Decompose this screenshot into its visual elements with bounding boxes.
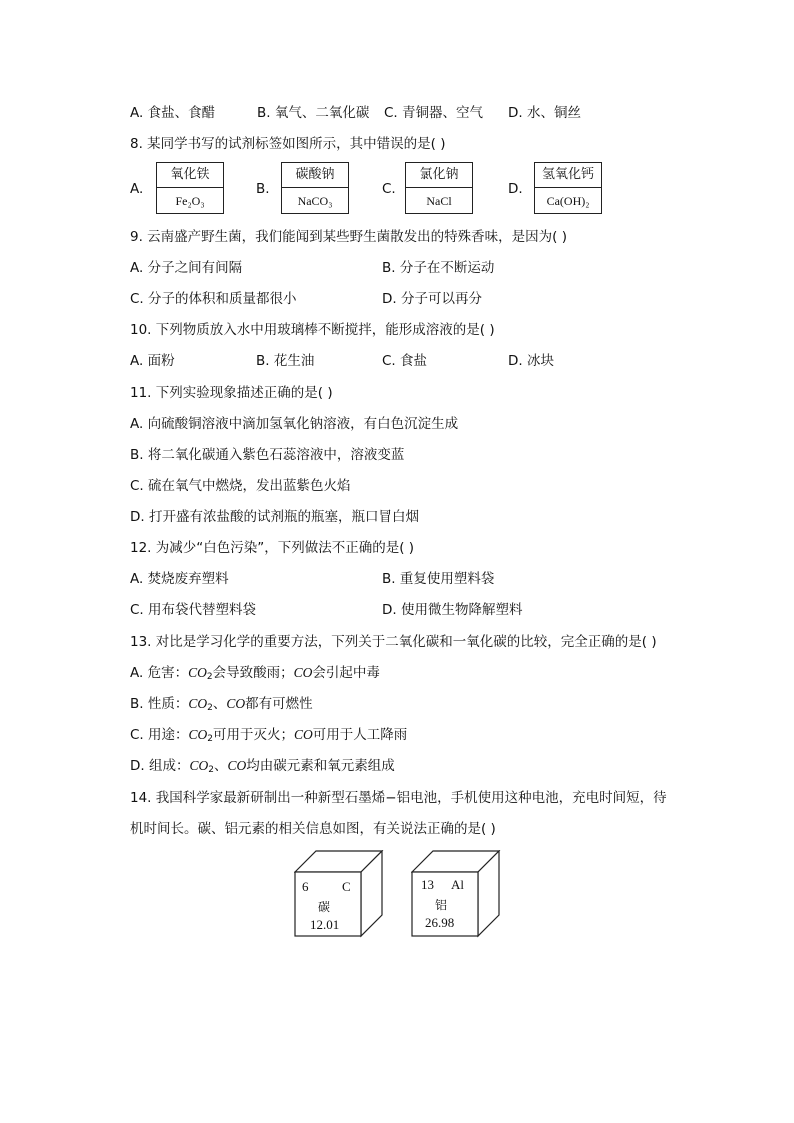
q12-option-b: B. 重复使用塑料袋	[382, 571, 495, 587]
subscript: 2	[207, 734, 214, 744]
option-end: 均由碳元素和氧元素组成	[246, 758, 395, 774]
element-name: 铝	[435, 898, 448, 912]
formula-co2: CO	[188, 696, 208, 711]
reagent-label-c	[405, 162, 473, 214]
option-prefix: B. 性质：	[130, 696, 189, 712]
option-prefix: C. 用途：	[130, 727, 189, 743]
q9-option-b: B. 分子在不断运动	[382, 260, 495, 276]
subscript: 2	[208, 765, 214, 775]
q10-option-c: C. 食盐	[382, 353, 428, 369]
q11-option-c: C. 硫在氧气中燃烧，发出蓝紫色火焰	[130, 478, 351, 494]
q8-letter-d: D.	[508, 181, 523, 197]
formula-co2: CO	[188, 727, 208, 742]
formula-co: CO	[227, 758, 247, 773]
option-middle: 、	[212, 696, 227, 712]
subscript: 2	[206, 672, 213, 682]
reagent-label-a	[156, 162, 224, 214]
reagent-label-b	[281, 162, 349, 214]
q8-letter-c: C.	[382, 181, 396, 197]
reagent-label-d	[534, 162, 602, 214]
q13-stem: 13. 对比是学习化学的重要方法，下列关于二氧化碳和一氧化碳的比较，完全正确的是( )	[130, 634, 657, 650]
q8-letter-b: B.	[256, 181, 270, 197]
q13-option-b	[130, 695, 313, 717]
option-middle: 可用于灭火；	[213, 727, 295, 743]
q7-option-b: B. 氧气、二氧化碳	[257, 105, 370, 121]
reagent-name: 氢氧化钙	[535, 163, 601, 188]
option-middle: 、	[213, 758, 228, 774]
reagent-formula: NaCO₃	[297, 194, 333, 208]
option-end: 会引起中毒	[312, 665, 380, 681]
q13-option-c	[130, 726, 407, 748]
reagent-name: 氯化钠	[406, 163, 472, 188]
q9-stem: 9. 云南盛产野生菌，我们能闻到某些野生菌散发出的特殊香味，是因为( )	[130, 229, 567, 245]
element-card-aluminium	[411, 850, 501, 938]
element-symbol: C	[342, 879, 351, 894]
reagent-name: 氧化铁	[157, 163, 223, 188]
q14-stem-line1: 14. 我国科学家最新研制出一种新型石墨烯−铝电池，手机使用这种电池，充电时间短，待	[130, 790, 667, 806]
q8-stem: 8. 某同学书写的试剂标签如图所示，其中错误的是( )	[130, 136, 446, 152]
reagent-name: 碳酸钠	[282, 163, 348, 188]
q10-option-d: D. 冰块	[508, 353, 554, 369]
option-end: 都有可燃性	[245, 696, 313, 712]
formula-co: CO	[293, 665, 313, 680]
q11-option-b: B. 将二氧化碳通入紫色石蕊溶液中，溶液变蓝	[130, 447, 405, 463]
q9-option-c: C. 分子的体积和质量都很小	[130, 291, 297, 307]
q7-option-c: C. 青铜器、空气	[384, 105, 484, 121]
element-card-carbon	[294, 850, 384, 938]
q9-option-d: D. 分子可以再分	[382, 291, 482, 307]
reagent-formula: Fe₂O₃	[175, 194, 205, 208]
formula-co2: CO	[189, 758, 209, 773]
q11-stem: 11. 下列实验现象描述正确的是( )	[130, 385, 333, 401]
atomic-mass: 12.01	[310, 917, 340, 932]
formula-co: CO	[294, 727, 313, 742]
q12-stem: 12. 为减少“白色污染”，下列做法不正确的是( )	[130, 540, 415, 556]
formula-co: CO	[226, 696, 246, 711]
atomic-mass: 26.98	[425, 915, 455, 930]
q7-option-a: A. 食盐、食醋	[130, 105, 216, 121]
q9-option-a: A. 分子之间有间隔	[130, 260, 243, 276]
q13-option-d	[130, 757, 395, 779]
atomic-number: 13	[421, 877, 434, 892]
option-end: 可用于人工降雨	[312, 727, 408, 743]
subscript: 2	[207, 703, 213, 713]
reagent-formula: NaCl	[426, 194, 452, 208]
q8-letter-a: A.	[130, 181, 144, 197]
q12-option-d: D. 使用微生物降解塑料	[382, 602, 523, 618]
option-prefix: A. 危害：	[130, 665, 189, 681]
q10-option-a: A. 面粉	[130, 353, 175, 369]
q13-option-a	[130, 664, 380, 686]
q7-option-d: D. 水、铜丝	[508, 105, 581, 121]
element-symbol: Al	[451, 877, 464, 892]
formula-co2: CO	[188, 665, 207, 680]
reagent-formula: Ca(OH)₂	[546, 194, 590, 208]
q10-stem: 10. 下列物质放入水中用玻璃棒不断搅拌，能形成溶液的是( )	[130, 322, 495, 338]
q11-option-a: A. 向硫酸铜溶液中滴加氢氧化钠溶液，有白色沉淀生成	[130, 416, 459, 432]
q14-stem-line2: 机时间长。碳、铝元素的相关信息如图，有关说法正确的是( )	[130, 821, 496, 837]
q11-option-d: D. 打开盛有浓盐酸的试剂瓶的瓶塞，瓶口冒白烟	[130, 509, 419, 525]
q12-option-a: A. 焚烧废弃塑料	[130, 571, 229, 587]
element-name: 碳	[318, 900, 331, 914]
q12-option-c: C. 用布袋代替塑料袋	[130, 602, 257, 618]
atomic-number: 6	[302, 879, 309, 894]
option-middle: 会导致酸雨；	[212, 665, 294, 681]
q10-option-b: B. 花生油	[256, 353, 315, 369]
option-prefix: D. 组成：	[130, 758, 190, 774]
